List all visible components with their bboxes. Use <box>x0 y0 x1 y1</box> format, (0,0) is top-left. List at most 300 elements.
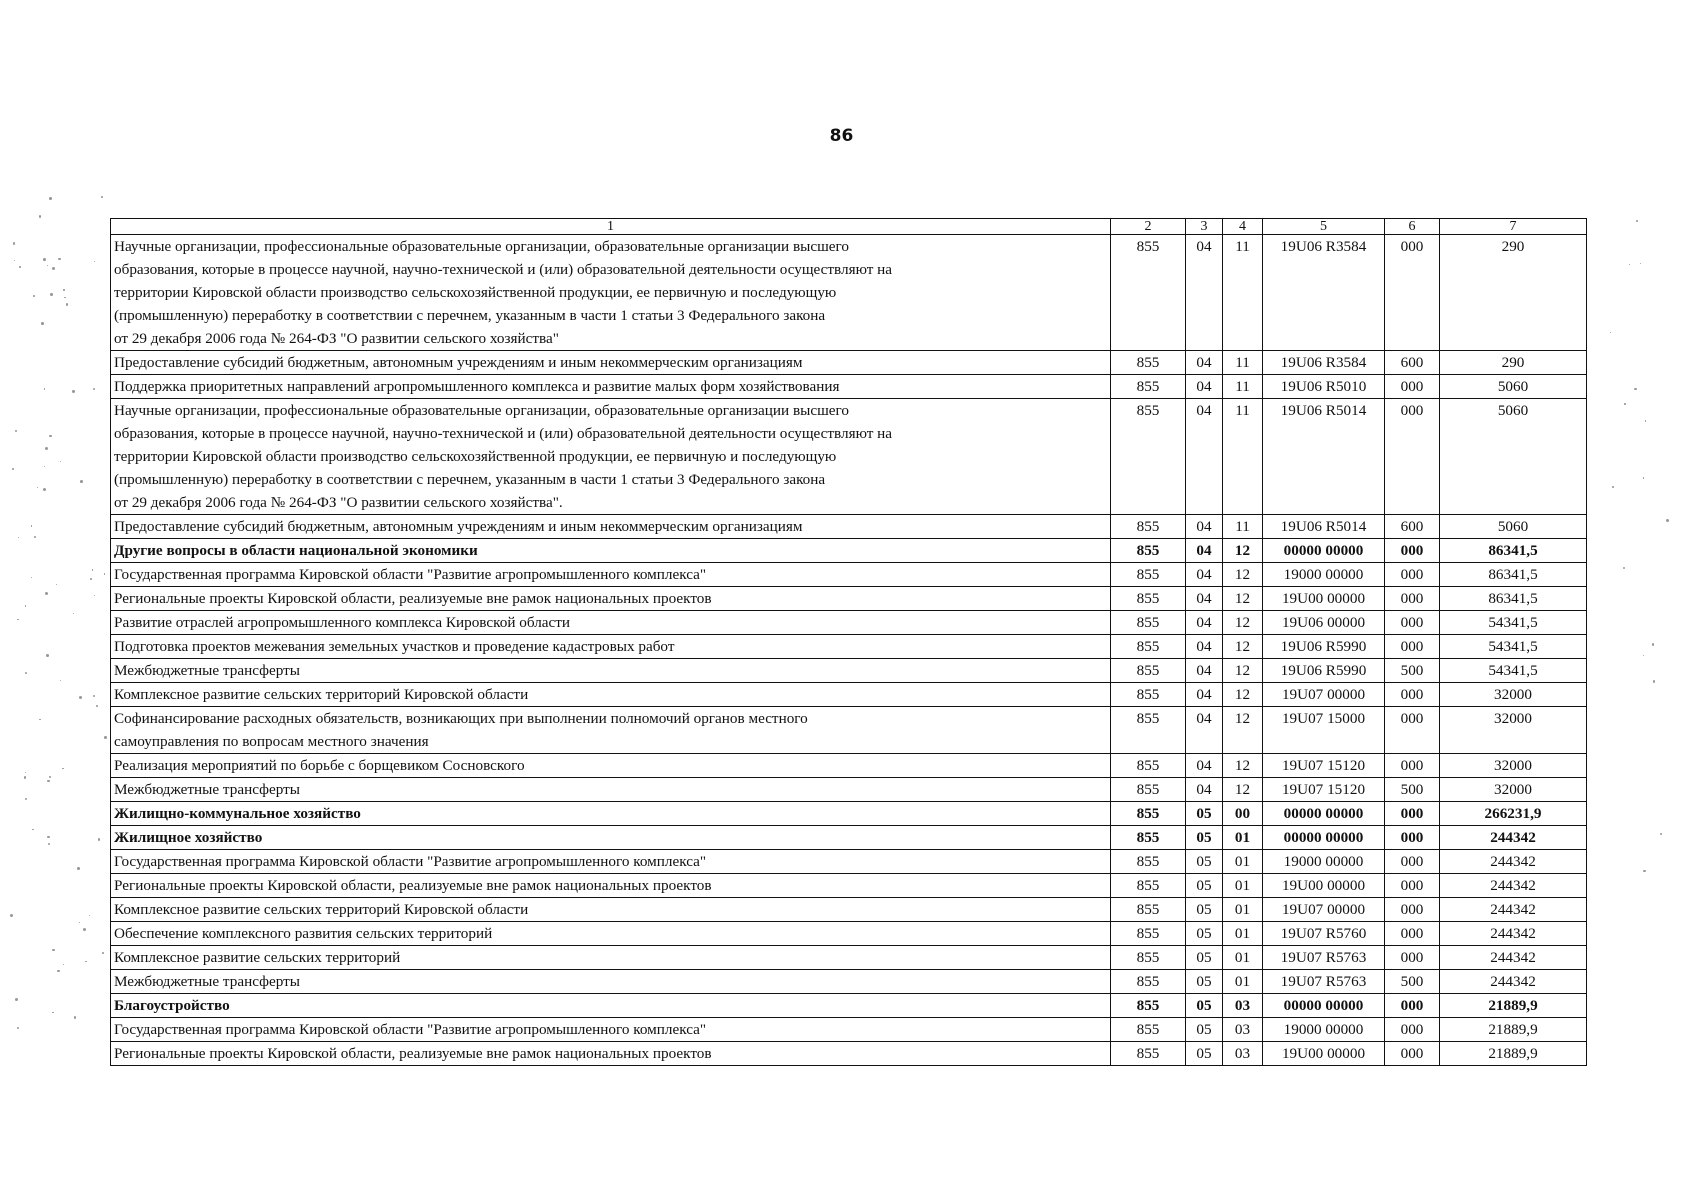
row-cell-c3: 04 <box>1186 351 1223 375</box>
row-cell-c6: 500 <box>1385 659 1440 683</box>
table-row <box>111 1042 1587 1066</box>
scan-speck <box>73 613 74 614</box>
scan-speck <box>94 261 95 262</box>
scan-speck <box>39 719 40 720</box>
column-header-4: 4 <box>1223 219 1263 235</box>
scan-speck <box>80 480 83 483</box>
scan-speck <box>58 258 61 261</box>
table-row <box>111 970 1587 994</box>
row-cell-c5: 19U06 R3584 <box>1263 351 1385 375</box>
column-header-7: 7 <box>1440 219 1587 235</box>
row-cell-c4: 11 <box>1223 351 1263 375</box>
row-name-cell <box>111 683 1111 707</box>
row-name-line: Научные организации, профессиональные образовательные организации, образовательные организации высшего <box>114 238 849 255</box>
row-cell-c6: 000 <box>1385 611 1440 635</box>
scan-speck <box>104 573 105 574</box>
row-cell-c5: 19U06 R5990 <box>1263 659 1385 683</box>
row-name-cell <box>111 970 1111 994</box>
row-cell-c6: 500 <box>1385 778 1440 802</box>
scan-speck <box>1624 403 1625 404</box>
row-cell-c3: 05 <box>1186 802 1223 826</box>
row-cell-c2: 855 <box>1111 946 1186 970</box>
row-name-line: Софинансирование расходных обязательств, возникающих при выполнении полномочий органов местного <box>114 710 808 727</box>
scan-speck <box>44 466 45 467</box>
row-cell-c6: 000 <box>1385 539 1440 563</box>
row-cell-c3: 05 <box>1186 994 1223 1018</box>
row-cell-c2: 855 <box>1111 351 1186 375</box>
scan-speck <box>25 672 27 674</box>
row-cell-c5: 19U07 00000 <box>1263 898 1385 922</box>
scan-speck <box>1623 567 1625 569</box>
row-cell-c6: 600 <box>1385 351 1440 375</box>
row-cell-c2: 855 <box>1111 515 1186 539</box>
row-cell-c5: 19U07 R5763 <box>1263 946 1385 970</box>
row-cell-c3: 04 <box>1186 683 1223 707</box>
row-cell-c6: 000 <box>1385 683 1440 707</box>
row-cell-c2: 855 <box>1111 611 1186 635</box>
row-cell-c4: 12 <box>1223 635 1263 659</box>
row-cell-c6: 000 <box>1385 635 1440 659</box>
row-cell-c2: 855 <box>1111 802 1186 826</box>
row-name-cell <box>111 611 1111 635</box>
scan-speck <box>102 952 104 954</box>
row-cell-c4: 01 <box>1223 850 1263 874</box>
row-name-cell <box>111 1018 1111 1042</box>
row-cell-c3: 05 <box>1186 850 1223 874</box>
row-cell-c5: 19U07 15120 <box>1263 754 1385 778</box>
row-cell-c2: 855 <box>1111 826 1186 850</box>
scan-speck <box>92 569 93 570</box>
row-cell-c4: 12 <box>1223 659 1263 683</box>
scan-speck <box>44 388 46 390</box>
scan-speck <box>15 430 17 432</box>
scan-speck <box>47 836 50 839</box>
row-name-cell <box>111 635 1111 659</box>
row-cell-c2: 855 <box>1111 1042 1186 1066</box>
row-name-cell <box>111 707 1111 754</box>
row-cell-c5: 19U07 R5763 <box>1263 970 1385 994</box>
row-cell-c5: 00000 00000 <box>1263 802 1385 826</box>
row-cell-c3: 05 <box>1186 898 1223 922</box>
row-cell-c6: 000 <box>1385 1018 1440 1042</box>
table-row <box>111 754 1587 778</box>
table-row <box>111 659 1587 683</box>
row-cell-c7: 54341,5 <box>1440 659 1587 683</box>
scan-speck <box>52 949 54 951</box>
row-cell-c7: 266231,9 <box>1440 802 1587 826</box>
scan-speck <box>12 468 14 470</box>
column-header-2: 2 <box>1111 219 1186 235</box>
row-cell-c4: 12 <box>1223 587 1263 611</box>
row-cell-c2: 855 <box>1111 659 1186 683</box>
row-cell-c4: 01 <box>1223 946 1263 970</box>
row-cell-c5: 19U00 00000 <box>1263 587 1385 611</box>
row-name-line: Комплексное развитие сельских территорий Кировской области <box>114 901 529 918</box>
row-name-line: Государственная программа Кировской области "Развитие агропромышленного комплекса" <box>114 1021 707 1038</box>
row-cell-c5: 19U06 R5014 <box>1263 399 1385 515</box>
row-cell-c5: 19U07 00000 <box>1263 683 1385 707</box>
scan-speck <box>14 260 15 261</box>
scan-speck <box>25 605 27 607</box>
row-cell-c7: 244342 <box>1440 850 1587 874</box>
row-cell-c6: 000 <box>1385 754 1440 778</box>
row-name-cell <box>111 1042 1111 1066</box>
row-name-line: от 29 декабря 2006 года № 264-ФЗ "О развитии сельского хозяйства". <box>114 494 563 511</box>
row-cell-c4: 03 <box>1223 1042 1263 1066</box>
row-cell-c7: 5060 <box>1440 515 1587 539</box>
row-cell-c6: 000 <box>1385 1042 1440 1066</box>
row-cell-c2: 855 <box>1111 635 1186 659</box>
row-name-cell <box>111 898 1111 922</box>
row-cell-c6: 500 <box>1385 970 1440 994</box>
scan-speck <box>1643 477 1645 479</box>
row-name-line: Предоставление субсидий бюджетным, автономным учреждениям и иным некоммерческим организациям <box>114 518 803 535</box>
scan-speck <box>1636 220 1638 222</box>
row-cell-c2: 855 <box>1111 994 1186 1018</box>
scan-speck <box>104 736 107 739</box>
scan-speck <box>85 961 87 963</box>
scan-speck <box>33 295 35 297</box>
row-name-cell <box>111 826 1111 850</box>
scan-speck <box>47 265 48 266</box>
row-name-cell <box>111 754 1111 778</box>
row-name-line: Развитие отраслей агропромышленного комплекса Кировской области <box>114 614 571 631</box>
scan-speck <box>17 1027 19 1029</box>
scan-speck <box>50 293 53 296</box>
row-name-line: Жилищное хозяйство <box>114 829 263 846</box>
column-header-1: 1 <box>111 219 1111 235</box>
scan-speck <box>83 928 86 931</box>
row-cell-c5: 19U07 15000 <box>1263 707 1385 754</box>
row-cell-c3: 04 <box>1186 539 1223 563</box>
scan-speck <box>64 297 66 299</box>
scan-speck <box>56 584 57 585</box>
scan-speck <box>48 843 50 845</box>
table-row <box>111 898 1587 922</box>
row-cell-c2: 855 <box>1111 235 1186 351</box>
row-name-line: Жилищно-коммунальное хозяйство <box>114 805 361 822</box>
row-cell-c7: 5060 <box>1440 375 1587 399</box>
scan-speck <box>10 914 13 917</box>
row-cell-c3: 04 <box>1186 235 1223 351</box>
table-row <box>111 375 1587 399</box>
row-cell-c3: 05 <box>1186 946 1223 970</box>
row-name-line: Межбюджетные трансферты <box>114 781 300 798</box>
scan-speck <box>89 915 90 916</box>
scan-speck <box>52 267 55 270</box>
table-row <box>111 802 1587 826</box>
column-header-3: 3 <box>1186 219 1223 235</box>
row-cell-c5: 19U00 00000 <box>1263 1042 1385 1066</box>
scan-speck <box>1666 519 1669 522</box>
row-name-cell <box>111 351 1111 375</box>
row-cell-c2: 855 <box>1111 375 1186 399</box>
row-name-line: от 29 декабря 2006 года № 264-ФЗ "О развитии сельского хозяйства" <box>114 330 559 347</box>
row-cell-c7: 86341,5 <box>1440 563 1587 587</box>
row-cell-c4: 11 <box>1223 399 1263 515</box>
row-cell-c7: 21889,9 <box>1440 1042 1587 1066</box>
row-cell-c2: 855 <box>1111 778 1186 802</box>
row-cell-c3: 04 <box>1186 659 1223 683</box>
row-cell-c3: 04 <box>1186 399 1223 515</box>
row-name-cell <box>111 850 1111 874</box>
row-name-line: территории Кировской области производство сельскохозяйственной продукции, ее первичную и последующую <box>114 448 837 465</box>
row-cell-c7: 21889,9 <box>1440 994 1587 1018</box>
row-cell-c4: 01 <box>1223 922 1263 946</box>
row-name-line: (промышленную) переработку в соответствии с перечнем, указанным в части 1 статьи 3 Федерального закона <box>114 471 826 488</box>
row-name-line: (промышленную) переработку в соответствии с перечнем, указанным в части 1 статьи 3 Федерального закона <box>114 307 826 324</box>
scan-speck <box>90 578 92 580</box>
table-row <box>111 683 1587 707</box>
row-cell-c7: 290 <box>1440 351 1587 375</box>
row-cell-c5: 19U00 00000 <box>1263 874 1385 898</box>
row-cell-c4: 03 <box>1223 994 1263 1018</box>
row-cell-c3: 04 <box>1186 635 1223 659</box>
row-name-line: образования, которые в процессе научной, научно-технической и (или) образовательной деятельности осуществляют на <box>114 261 893 278</box>
row-cell-c6: 000 <box>1385 563 1440 587</box>
row-name-line: Подготовка проектов межевания земельных участков и проведение кадастровых работ <box>114 638 675 655</box>
row-cell-c4: 12 <box>1223 683 1263 707</box>
row-cell-c4: 12 <box>1223 754 1263 778</box>
scan-speck <box>49 435 52 438</box>
table-row <box>111 515 1587 539</box>
row-cell-c6: 000 <box>1385 922 1440 946</box>
row-name-cell <box>111 922 1111 946</box>
table-row <box>111 1018 1587 1042</box>
row-cell-c6: 000 <box>1385 587 1440 611</box>
row-cell-c5: 19U06 R5010 <box>1263 375 1385 399</box>
row-cell-c4: 12 <box>1223 611 1263 635</box>
table-row <box>111 994 1587 1018</box>
column-header-6: 6 <box>1385 219 1440 235</box>
scan-speck <box>19 266 21 268</box>
table-row <box>111 635 1587 659</box>
row-cell-c5: 19000 00000 <box>1263 563 1385 587</box>
row-cell-c3: 05 <box>1186 874 1223 898</box>
table-row <box>111 351 1587 375</box>
row-cell-c7: 86341,5 <box>1440 539 1587 563</box>
row-cell-c4: 12 <box>1223 707 1263 754</box>
row-cell-c7: 244342 <box>1440 922 1587 946</box>
scan-speck <box>1612 486 1614 488</box>
row-name-cell <box>111 563 1111 587</box>
row-cell-c7: 54341,5 <box>1440 635 1587 659</box>
row-cell-c6: 000 <box>1385 707 1440 754</box>
table-row <box>111 707 1587 754</box>
row-cell-c5: 19U06 00000 <box>1263 611 1385 635</box>
row-cell-c4: 12 <box>1223 539 1263 563</box>
row-cell-c7: 86341,5 <box>1440 587 1587 611</box>
scan-speck <box>101 196 103 198</box>
row-cell-c4: 01 <box>1223 874 1263 898</box>
row-name-line: Межбюджетные трансферты <box>114 662 300 679</box>
row-cell-c6: 000 <box>1385 399 1440 515</box>
scan-speck <box>25 798 27 800</box>
row-cell-c4: 11 <box>1223 515 1263 539</box>
row-name-cell <box>111 235 1111 351</box>
row-cell-c5: 00000 00000 <box>1263 539 1385 563</box>
row-cell-c5: 00000 00000 <box>1263 994 1385 1018</box>
scan-speck <box>25 772 26 773</box>
scan-speck <box>1634 388 1636 390</box>
row-name-cell <box>111 515 1111 539</box>
row-name-line: Обеспечение комплексного развития сельских территорий <box>114 925 493 942</box>
row-name-cell <box>111 946 1111 970</box>
row-cell-c3: 04 <box>1186 778 1223 802</box>
table-row <box>111 539 1587 563</box>
row-cell-c2: 855 <box>1111 399 1186 515</box>
scan-speck <box>1640 263 1641 264</box>
row-cell-c5: 19000 00000 <box>1263 1018 1385 1042</box>
table-row <box>111 587 1587 611</box>
scan-speck <box>46 654 49 657</box>
scan-speck <box>49 197 52 200</box>
row-name-line: Региональные проекты Кировской области, реализуемые вне рамок национальных проектов <box>114 590 712 607</box>
scan-speck <box>1660 833 1662 835</box>
budget-table <box>110 218 1587 1066</box>
table-row <box>111 563 1587 587</box>
row-cell-c3: 04 <box>1186 563 1223 587</box>
row-name-cell <box>111 539 1111 563</box>
row-cell-c3: 05 <box>1186 1018 1223 1042</box>
column-number-row <box>111 219 1587 235</box>
scan-speck <box>74 1016 77 1019</box>
column-header-5: 5 <box>1263 219 1385 235</box>
row-cell-c7: 5060 <box>1440 399 1587 515</box>
row-name-line: территории Кировской области производство сельскохозяйственной продукции, ее первичную и последующую <box>114 284 837 301</box>
row-cell-c2: 855 <box>1111 874 1186 898</box>
row-cell-c4: 01 <box>1223 970 1263 994</box>
scan-speck <box>1643 655 1644 656</box>
scan-speck <box>47 780 49 782</box>
row-cell-c7: 244342 <box>1440 826 1587 850</box>
row-cell-c5: 19U07 15120 <box>1263 778 1385 802</box>
row-cell-c2: 855 <box>1111 898 1186 922</box>
table-row <box>111 778 1587 802</box>
scan-speck <box>41 322 44 325</box>
row-cell-c2: 855 <box>1111 707 1186 754</box>
table-row <box>111 946 1587 970</box>
scan-speck <box>24 776 26 778</box>
row-name-cell <box>111 659 1111 683</box>
scan-speck <box>15 998 18 1001</box>
scan-speck <box>94 595 95 596</box>
table-row <box>111 850 1587 874</box>
row-cell-c6: 000 <box>1385 874 1440 898</box>
scan-speck <box>45 447 48 450</box>
row-cell-c5: 00000 00000 <box>1263 826 1385 850</box>
scan-speck <box>52 1012 53 1013</box>
scan-speck <box>72 390 74 392</box>
table-body <box>111 235 1587 1066</box>
scan-speck <box>31 577 32 578</box>
row-cell-c3: 04 <box>1186 611 1223 635</box>
scan-speck <box>13 242 15 244</box>
row-name-line: Предоставление субсидий бюджетным, автономным учреждениям и иным некоммерческим организациям <box>114 354 803 371</box>
scan-speck <box>43 488 46 491</box>
row-cell-c7: 32000 <box>1440 707 1587 754</box>
row-cell-c4: 11 <box>1223 375 1263 399</box>
scan-speck <box>62 768 64 770</box>
scan-speck <box>66 303 68 305</box>
row-name-line: Комплексное развитие сельских территорий <box>114 949 401 966</box>
row-cell-c3: 05 <box>1186 970 1223 994</box>
row-cell-c7: 32000 <box>1440 754 1587 778</box>
scan-speck <box>63 964 64 965</box>
row-cell-c7: 21889,9 <box>1440 1018 1587 1042</box>
scan-speck <box>17 619 18 620</box>
row-cell-c6: 000 <box>1385 826 1440 850</box>
row-name-line: Государственная программа Кировской области "Развитие агропромышленного комплекса" <box>114 853 707 870</box>
table-row <box>111 399 1587 515</box>
scan-speck <box>93 695 95 697</box>
row-cell-c3: 04 <box>1186 754 1223 778</box>
row-name-cell <box>111 375 1111 399</box>
row-cell-c7: 244342 <box>1440 946 1587 970</box>
row-cell-c2: 855 <box>1111 587 1186 611</box>
row-cell-c7: 32000 <box>1440 778 1587 802</box>
scan-speck <box>39 215 41 217</box>
row-cell-c5: 19U06 R5014 <box>1263 515 1385 539</box>
scan-speck <box>1610 332 1611 333</box>
scan-speck <box>60 680 61 681</box>
row-name-line: Научные организации, профессиональные образовательные организации, образовательные организации высшего <box>114 402 849 419</box>
row-cell-c6: 000 <box>1385 946 1440 970</box>
row-cell-c4: 01 <box>1223 898 1263 922</box>
row-cell-c2: 855 <box>1111 1018 1186 1042</box>
row-name-cell <box>111 994 1111 1018</box>
scan-speck <box>93 388 96 391</box>
row-cell-c6: 000 <box>1385 375 1440 399</box>
row-cell-c7: 244342 <box>1440 874 1587 898</box>
row-name-line: Комплексное развитие сельских территорий Кировской области <box>114 686 529 703</box>
row-name-line: образования, которые в процессе научной, научно-технической и (или) образовательной деятельности осуществляют на <box>114 425 893 442</box>
scan-speck <box>1643 870 1645 872</box>
row-cell-c6: 600 <box>1385 515 1440 539</box>
row-cell-c2: 855 <box>1111 683 1186 707</box>
row-cell-c4: 03 <box>1223 1018 1263 1042</box>
row-cell-c7: 32000 <box>1440 683 1587 707</box>
row-cell-c6: 000 <box>1385 802 1440 826</box>
row-cell-c6: 000 <box>1385 235 1440 351</box>
scan-speck <box>57 970 59 972</box>
row-cell-c2: 855 <box>1111 922 1186 946</box>
row-cell-c2: 855 <box>1111 754 1186 778</box>
row-name-line: Поддержка приоритетных направлений агропромышленного комплекса и развитие малых форм хозяйствования <box>114 378 840 395</box>
row-cell-c4: 00 <box>1223 802 1263 826</box>
row-cell-c3: 04 <box>1186 587 1223 611</box>
scan-speck <box>37 487 38 488</box>
row-cell-c7: 290 <box>1440 235 1587 351</box>
row-cell-c6: 000 <box>1385 850 1440 874</box>
scan-speck <box>1652 643 1654 645</box>
row-cell-c4: 11 <box>1223 235 1263 351</box>
row-cell-c3: 05 <box>1186 1042 1223 1066</box>
row-cell-c5: 19000 00000 <box>1263 850 1385 874</box>
row-cell-c2: 855 <box>1111 539 1186 563</box>
row-cell-c2: 855 <box>1111 850 1186 874</box>
scan-speck <box>31 525 32 526</box>
scan-speck <box>79 922 80 923</box>
row-name-cell <box>111 587 1111 611</box>
row-name-line: Реализация мероприятий по борьбе с борщевиком Сосновского <box>114 757 525 774</box>
table-row <box>111 611 1587 635</box>
row-cell-c2: 855 <box>1111 970 1186 994</box>
scan-speck <box>96 705 98 707</box>
scan-speck <box>43 258 46 261</box>
row-cell-c3: 04 <box>1186 707 1223 754</box>
row-cell-c7: 54341,5 <box>1440 611 1587 635</box>
